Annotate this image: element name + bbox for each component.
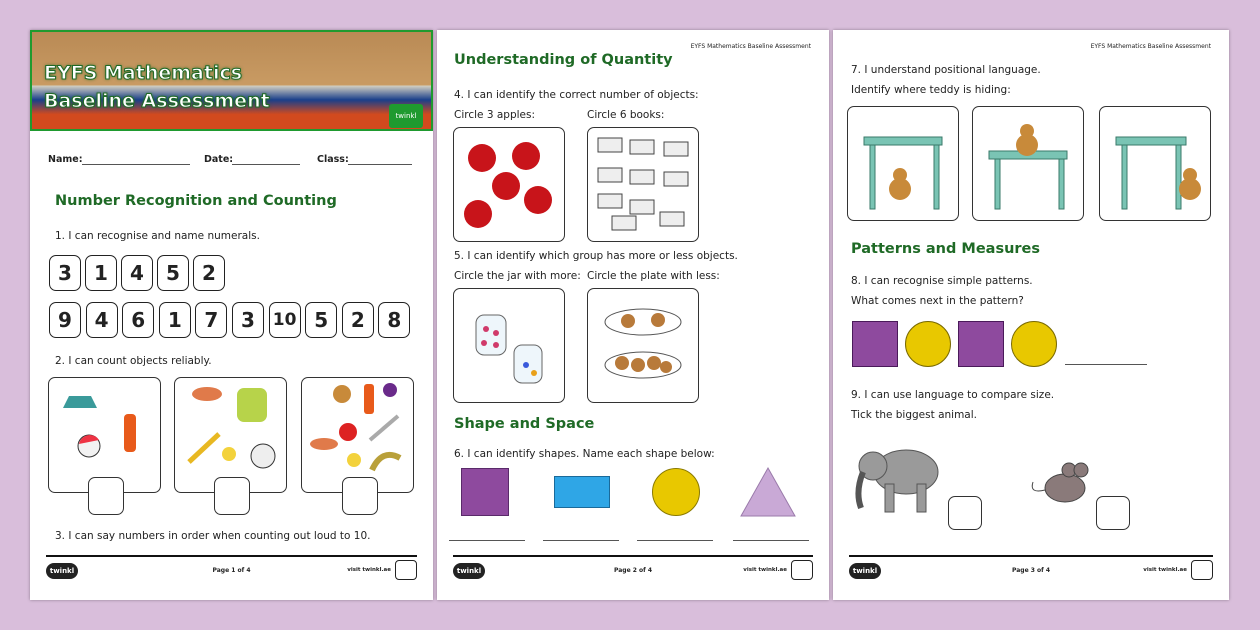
question-7: 7. I understand positional language. (851, 64, 1041, 76)
question-5: 5. I can identify which group has more or less objects. (454, 250, 738, 262)
apples-label: Circle 3 apples: (454, 109, 535, 121)
quality-badge-icon (395, 560, 417, 580)
jars-icon (454, 289, 564, 401)
plate-label: Circle the plate with less: (587, 270, 720, 282)
class-label: Class: (317, 154, 349, 165)
class-field[interactable] (348, 164, 412, 165)
numeral-tile[interactable]: 5 (305, 302, 337, 338)
tick-box-mouse[interactable] (1096, 496, 1130, 530)
apples-icon (454, 128, 564, 240)
page-number: Page 1 of 4 (212, 567, 251, 574)
numeral-tile[interactable]: 2 (193, 255, 225, 291)
footer-rule (46, 555, 417, 557)
name-label: Name: (48, 154, 83, 165)
title-line-2: Baseline Assessment (44, 90, 270, 112)
table-teddy-icon (848, 107, 958, 219)
quality-badge-icon (1191, 560, 1213, 580)
apples-box (453, 127, 565, 242)
count-box-3 (301, 377, 414, 493)
title-line-1: EYFS Mathematics (44, 62, 243, 84)
pattern-answer-line[interactable] (1065, 364, 1147, 365)
question-8: 8. I can recognise simple patterns. (851, 275, 1033, 287)
twinkl-logo: twinkl (453, 563, 485, 579)
teddy-box (1099, 106, 1211, 221)
twinkl-logo: twinkl (849, 563, 881, 579)
worksheet-page-2 (437, 30, 829, 600)
square-shape (461, 468, 509, 516)
visit-link[interactable]: visit twinkl.ae (743, 567, 787, 573)
section-heading-shape: Shape and Space (454, 416, 595, 432)
question-9: 9. I can use language to compare size. (851, 389, 1055, 401)
question-4: 4. I can identify the correct number of objects: (454, 89, 699, 101)
table-teddy-icon (973, 107, 1083, 219)
answer-box-2[interactable] (214, 477, 250, 515)
page-number: Page 2 of 4 (614, 567, 652, 574)
pattern-square (852, 321, 898, 367)
visit-link[interactable]: visit twinkl.ae (1143, 567, 1187, 573)
page-number: Page 3 of 4 (1012, 567, 1050, 574)
numeral-tile[interactable]: 1 (159, 302, 191, 338)
hat-ball-bottle-icon (49, 378, 159, 488)
question-7-instruction: Identify where teddy is hiding: (851, 84, 1011, 96)
footer-rule (453, 555, 813, 557)
mouse-icon (1027, 460, 1095, 510)
shape-answer-line[interactable] (449, 540, 525, 541)
twinkl-logo: twinkl (46, 563, 78, 579)
running-header: EYFS Mathematics Baseline Assessment (1090, 43, 1211, 50)
date-label: Date: (204, 154, 234, 165)
visit-link[interactable]: visit twinkl.ae (347, 567, 391, 573)
numeral-tile[interactable]: 2 (342, 302, 374, 338)
jar-label: Circle the jar with more: (454, 270, 581, 282)
numeral-tile[interactable]: 10 (269, 302, 301, 338)
numeral-tile[interactable]: 1 (85, 255, 117, 291)
worksheet-page-1 (30, 30, 433, 600)
numeral-tile[interactable]: 3 (232, 302, 264, 338)
shape-answer-line[interactable] (637, 540, 713, 541)
question-8-instruction: What comes next in the pattern? (851, 295, 1024, 307)
books-icon (588, 128, 698, 240)
twinkl-logo: twinkl (389, 104, 423, 128)
numeral-tile[interactable]: 4 (86, 302, 118, 338)
plates-box (587, 288, 699, 403)
tick-box-elephant[interactable] (948, 496, 982, 530)
question-2: 2. I can count objects reliably. (55, 355, 212, 367)
running-header: EYFS Mathematics Baseline Assessment (690, 43, 811, 50)
elephant-icon (851, 438, 946, 518)
objects-group-icon (302, 378, 412, 488)
numeral-tile[interactable]: 8 (378, 302, 410, 338)
numeral-tile[interactable]: 6 (122, 302, 154, 338)
footer-rule (849, 555, 1213, 557)
question-3: 3. I can say numbers in order when counting out loud to 10. (55, 530, 371, 542)
books-label: Circle 6 books: (587, 109, 665, 121)
triangle-shape (739, 466, 797, 518)
worksheet-page-3 (833, 30, 1229, 600)
section-heading: Number Recognition and Counting (55, 193, 337, 209)
pattern-circle (1011, 321, 1057, 367)
count-box-2 (174, 377, 287, 493)
numeral-tile[interactable]: 5 (157, 255, 189, 291)
jars-box (453, 288, 565, 403)
section-heading-patterns: Patterns and Measures (851, 241, 1041, 257)
name-field[interactable] (82, 164, 190, 165)
question-6: 6. I can identify shapes. Name each shape below: (454, 448, 715, 460)
circle-shape (652, 468, 700, 516)
rectangle-shape (554, 476, 610, 508)
teddy-box (972, 106, 1084, 221)
count-box-1 (48, 377, 161, 493)
numeral-tile[interactable]: 9 (49, 302, 81, 338)
section-heading-quantity: Understanding of Quantity (454, 52, 673, 68)
teddy-box (847, 106, 959, 221)
quality-badge-icon (791, 560, 813, 580)
answer-box-3[interactable] (342, 477, 378, 515)
answer-box-1[interactable] (88, 477, 124, 515)
shape-answer-line[interactable] (543, 540, 619, 541)
pattern-square (958, 321, 1004, 367)
table-teddy-icon (1100, 107, 1210, 219)
books-box (587, 127, 699, 242)
plates-icon (588, 289, 698, 401)
date-field[interactable] (232, 164, 300, 165)
question-1: 1. I can recognise and name numerals. (55, 230, 260, 242)
objects-group-icon (175, 378, 285, 488)
numeral-tile[interactable]: 7 (195, 302, 227, 338)
question-9-instruction: Tick the biggest animal. (851, 409, 977, 421)
shape-answer-line[interactable] (733, 540, 809, 541)
title-banner (30, 30, 433, 131)
pattern-circle (905, 321, 951, 367)
numeral-tile[interactable]: 4 (121, 255, 153, 291)
numeral-tile[interactable]: 3 (49, 255, 81, 291)
